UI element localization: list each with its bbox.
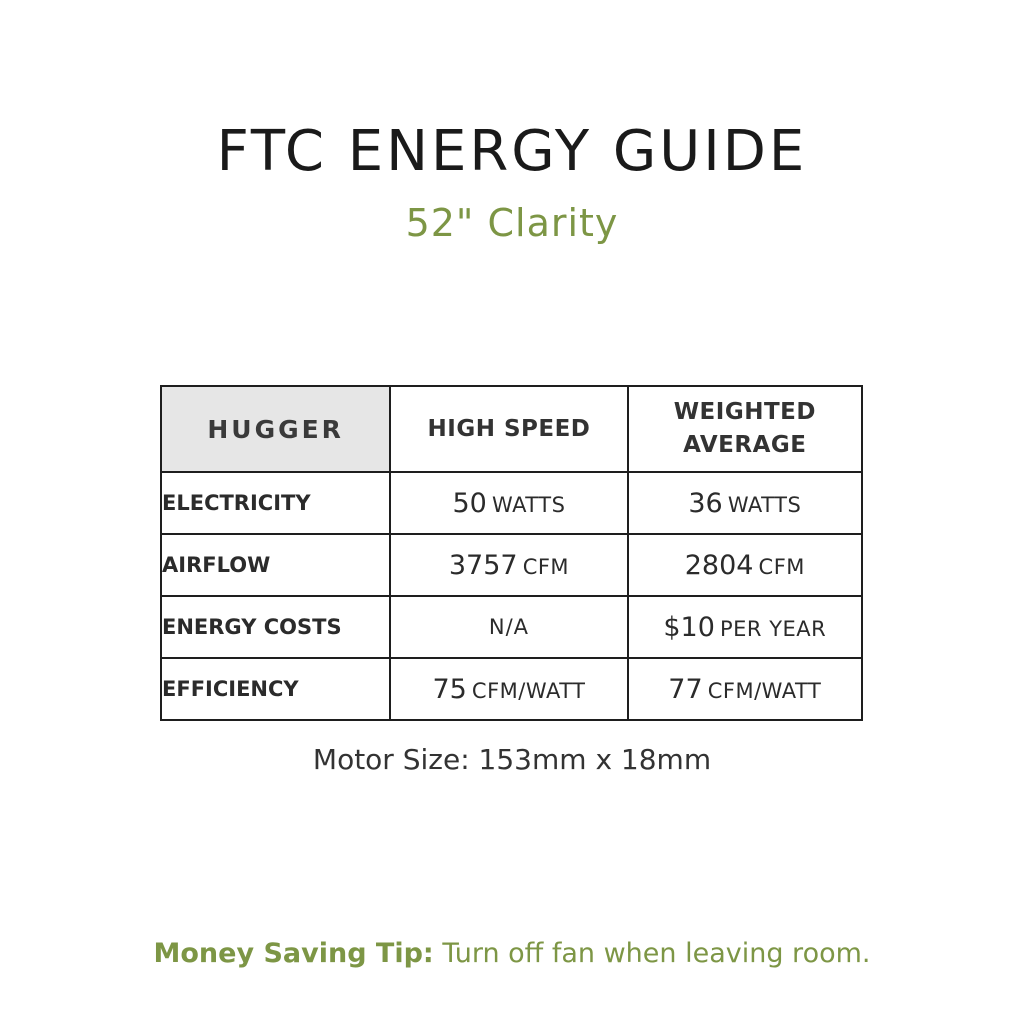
value-unit: CFM <box>758 554 805 579</box>
value-number: 3757 <box>448 549 518 581</box>
row-label-electricity: ELECTRICITY <box>161 472 390 534</box>
product-subtitle: 52" Clarity <box>405 201 619 245</box>
energy-costs-weighted-average <box>628 596 862 658</box>
value-unit: WATTS <box>727 492 802 517</box>
row-label-energy-costs: ENERGY COSTS <box>161 596 390 658</box>
row-label-airflow: AIRFLOW <box>161 534 390 596</box>
airflow-high-speed <box>390 534 627 596</box>
table-header-row <box>161 386 862 472</box>
mount-type-header: HUGGER <box>161 386 390 472</box>
value-number: $10 <box>663 611 715 643</box>
energy-costs-high-speed <box>390 596 627 658</box>
airflow-weighted-average <box>628 534 862 596</box>
electricity-weighted-average <box>628 472 862 534</box>
row-label-efficiency: EFFICIENCY <box>161 658 390 720</box>
table-row <box>161 534 862 596</box>
value-not-applicable: N/A <box>488 615 530 639</box>
motor-size-line <box>0 740 1024 780</box>
value-unit: CFM/WATT <box>707 678 822 703</box>
value-unit: CFM <box>522 554 570 579</box>
table-row <box>161 596 862 658</box>
table-row <box>161 658 862 720</box>
table-row <box>161 472 862 534</box>
column-header-high-speed: HIGH SPEED <box>390 386 627 472</box>
value-number: 77 <box>668 673 703 705</box>
column-header-weighted-average <box>628 386 862 472</box>
value-unit: CFM/WATT <box>471 678 586 703</box>
value-number: 50 <box>452 487 487 519</box>
column-header-weighted-line2: AVERAGE <box>683 432 807 458</box>
tip-text: Turn off fan when leaving room. <box>442 938 871 969</box>
value-number: 2804 <box>684 549 754 581</box>
page-title: FTC ENERGY GUIDE <box>216 119 808 184</box>
column-header-weighted-line1: WEIGHTED <box>673 399 816 425</box>
motor-size-value: 153mm x 18mm <box>478 743 712 776</box>
value-unit: PER YEAR <box>720 616 827 641</box>
efficiency-high-speed <box>390 658 627 720</box>
tip-label: Money Saving Tip: <box>153 938 434 969</box>
energy-guide-table <box>160 385 863 721</box>
value-unit: WATTS <box>491 492 566 517</box>
value-number: 36 <box>688 487 723 519</box>
efficiency-weighted-average <box>628 658 862 720</box>
motor-size-label: Motor Size: <box>312 743 470 776</box>
money-saving-tip <box>0 934 1024 974</box>
electricity-high-speed <box>390 472 627 534</box>
value-number: 75 <box>432 673 467 705</box>
